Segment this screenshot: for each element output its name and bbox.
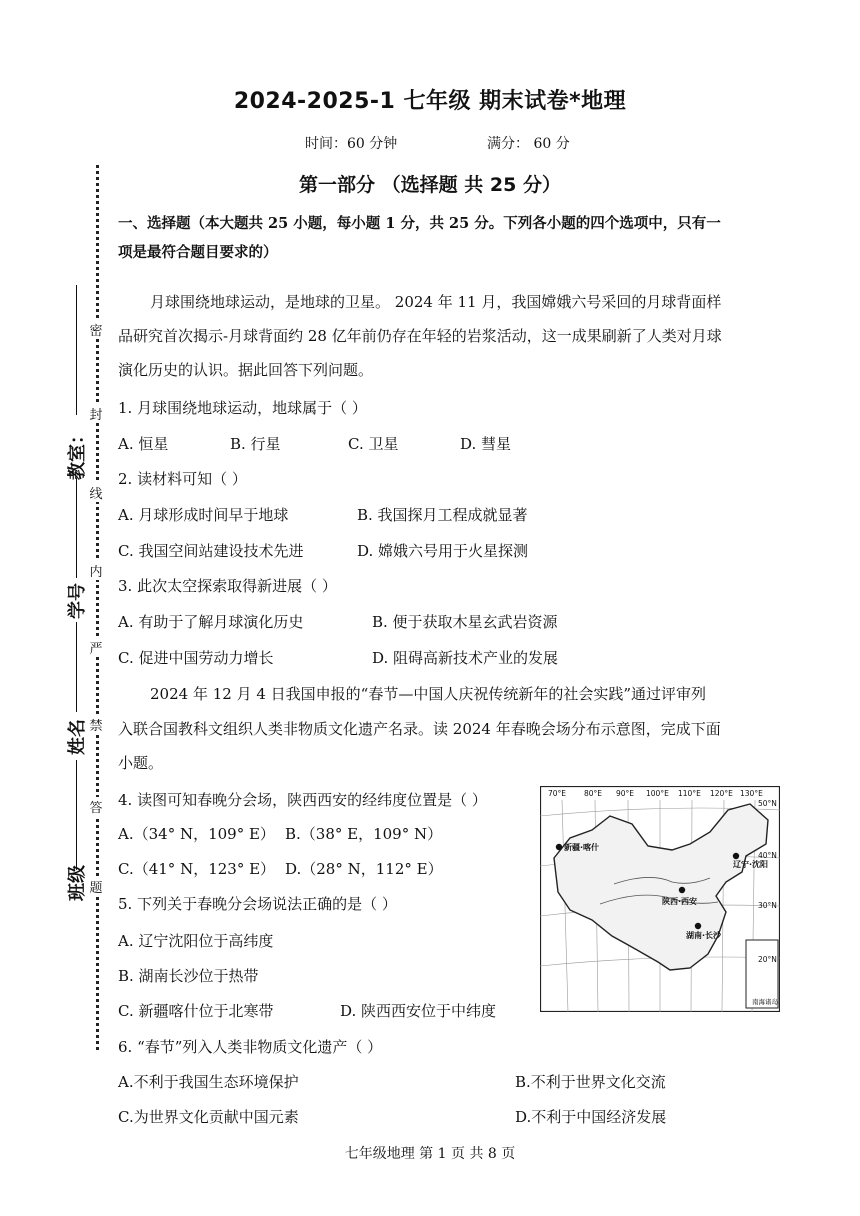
lon-label: 120°E xyxy=(710,789,733,798)
question-3-stem: 3. 此次太空探索取得新进展（ ） xyxy=(118,577,337,595)
binding-char: 题 xyxy=(88,877,104,896)
lon-label: 90°E xyxy=(616,789,635,798)
question-1-option-d[interactable]: D. 彗星 xyxy=(460,435,512,453)
lat-label: 20°N xyxy=(758,955,777,964)
inset-label: 南海诸岛 xyxy=(752,998,778,1006)
question-2-option-c[interactable]: C. 我国空间站建设技术先进 xyxy=(118,542,304,560)
question-6-option-a[interactable]: A.不利于我国生态环境保护 xyxy=(118,1073,299,1091)
city-marker-changsha xyxy=(695,923,701,929)
lat-label: 50°N xyxy=(758,799,777,808)
passage1-line2: 品研究首次揭示-月球背面约 28 亿年前仍存在年轻的岩浆活动，这一成果刷新了人类对月球 xyxy=(118,327,722,345)
city-label-changsha: 湖南·长沙 xyxy=(686,931,722,940)
question-4-option-a[interactable]: A.（34° N，109° E） xyxy=(118,825,275,843)
question-4-stem: 4. 读图可知春晚分会场，陕西西安的经纬度位置是（ ） xyxy=(118,791,487,809)
passage1-line3: 演化历史的认识。据此回答下列问题。 xyxy=(118,361,374,379)
binding-char: 严 xyxy=(88,638,104,657)
lon-label: 110°E xyxy=(678,789,701,798)
exam-title: 2024-2025-1 七年级 期末试卷*地理 xyxy=(233,89,627,114)
binding-char: 线 xyxy=(88,483,104,502)
question-2-option-d[interactable]: D. 嫦娥六号用于火星探测 xyxy=(357,542,529,560)
name-label: 姓名 xyxy=(67,719,88,755)
lat-label: 30°N xyxy=(758,901,777,910)
passage2-line2: 入联合国教科文组织人类非物质文化遗产名录。读 2024 年春晚会场分布示意图，完成下面 xyxy=(118,720,721,738)
section-instructions: 一、选择题（本大题共 25 小题，每小题 1 分，共 25 分。下列各小题的四个选项中，只有一 项是最符合题目要求的） xyxy=(118,215,721,261)
question-3-option-d[interactable]: D. 阻碍高新技术产业的发展 xyxy=(372,649,559,667)
lon-label: 70°E xyxy=(548,789,567,798)
binding-char: 禁 xyxy=(88,715,104,734)
section-title: 第一部分 （选择题 共 25 分） xyxy=(299,174,561,196)
lon-label: 130°E xyxy=(740,789,763,798)
question-2-option-b[interactable]: B. 我国探月工程成就显著 xyxy=(357,506,528,524)
city-marker-shenyang xyxy=(733,853,739,859)
passage2-line3: 小题。 xyxy=(118,754,164,772)
question-4-option-b[interactable]: B.（38° E，109° N） xyxy=(285,825,443,843)
question-4-option-d[interactable]: D.（28° N，112° E） xyxy=(285,860,443,878)
question-3-option-a[interactable]: A. 有助于了解月球演化历史 xyxy=(118,613,304,631)
question-5-option-a[interactable]: A. 辽宁沈阳位于高纬度 xyxy=(118,932,274,950)
name-fill-line xyxy=(76,622,77,712)
binding-dotted-line xyxy=(96,165,99,1050)
classroom-fill-line xyxy=(76,285,77,415)
question-2-option-a[interactable]: A. 月球形成时间早于地球 xyxy=(118,506,289,524)
passage2-line1: 2024 年 12 月 4 日我国申报的“春节—中国人庆祝传统新年的社会实践”通过评审列 xyxy=(150,685,706,703)
question-1-option-b[interactable]: B. 行星 xyxy=(230,435,281,453)
passage1-line1: 月球围绕地球运动，是地球的卫星。 2024 年 11 月，我国嫦娥六号采回的月球背面样 xyxy=(150,293,722,311)
page-footer: 七年级地理 第 1 页 共 8 页 xyxy=(344,1146,516,1162)
binding-char: 内 xyxy=(88,561,104,580)
question-1-stem: 1. 月球围绕地球运动，地球属于（ ） xyxy=(118,399,367,417)
question-6-option-c[interactable]: C.为世界文化贡献中国元素 xyxy=(118,1108,299,1126)
china-map-figure xyxy=(540,786,780,1012)
question-1-option-a[interactable]: A. 恒星 xyxy=(118,435,169,453)
question-6-option-d[interactable]: D.不利于中国经济发展 xyxy=(515,1108,667,1126)
city-label-xian: 陕西·西安 xyxy=(662,897,698,906)
question-4-option-c[interactable]: C.（41° N，123° E） xyxy=(118,860,276,878)
classroom-label: 教室： xyxy=(67,426,88,480)
binding-char: 封 xyxy=(88,404,104,423)
lon-label: 80°E xyxy=(584,789,603,798)
question-6-stem: 6. “春节”列入人类非物质文化遗产（ ） xyxy=(118,1038,383,1056)
student-id-fill-line xyxy=(76,478,77,578)
city-marker-xian xyxy=(679,887,685,893)
question-2-stem: 2. 读材料可知（ ） xyxy=(118,470,247,488)
exam-time: 时间：60 分钟 xyxy=(305,136,398,152)
question-5-option-c[interactable]: C. 新疆喀什位于北寒带 xyxy=(118,1002,274,1020)
city-label-shenyang: 辽宁·沈阳 xyxy=(733,860,769,869)
binding-char: 密 xyxy=(88,320,104,339)
spring-gala-venue-map xyxy=(540,786,780,1012)
question-5-option-b[interactable]: B. 湖南长沙位于热带 xyxy=(118,967,259,985)
exam-score: 满分： 60 分 xyxy=(487,136,570,152)
question-5-option-d[interactable]: D. 陕西西安位于中纬度 xyxy=(340,1002,497,1020)
binding-char: 答 xyxy=(88,797,104,816)
student-id-label: 学号 xyxy=(67,583,88,619)
question-5-stem: 5. 下列关于春晚分会场说法正确的是（ ） xyxy=(118,895,397,913)
lat-label: 40°N xyxy=(758,851,777,860)
question-3-option-c[interactable]: C. 促进中国劳动力增长 xyxy=(118,649,274,667)
city-label-kashgar: 新疆·喀什 xyxy=(564,843,600,852)
city-marker-kashgar xyxy=(556,844,562,850)
lon-label: 100°E xyxy=(646,789,669,798)
question-3-option-b[interactable]: B. 便于获取木星玄武岩资源 xyxy=(372,613,558,631)
class-label: 班级 xyxy=(67,865,88,901)
question-6-option-b[interactable]: B.不利于世界文化交流 xyxy=(515,1073,666,1091)
question-1-option-c[interactable]: C. 卫星 xyxy=(348,435,399,453)
